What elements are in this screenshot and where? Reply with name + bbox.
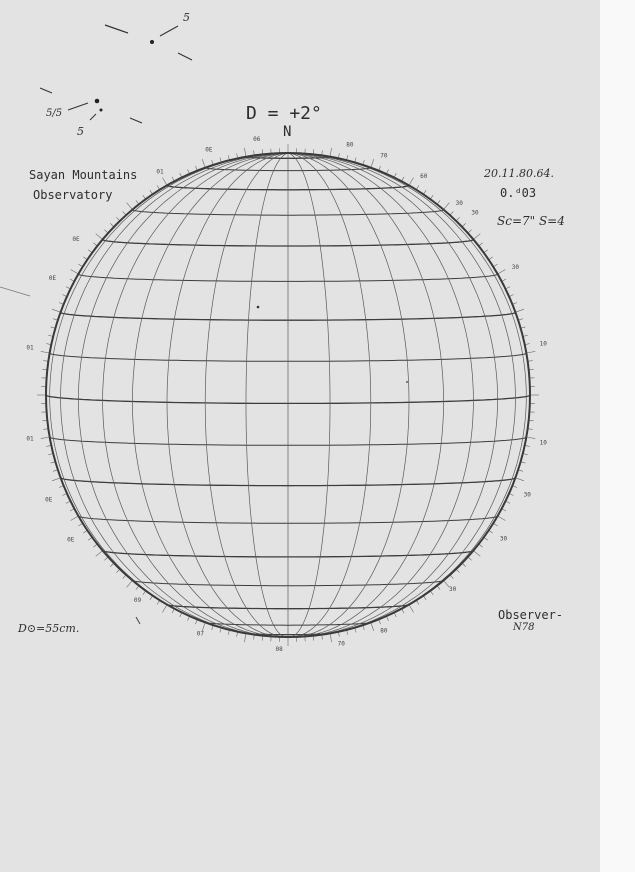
observer-label: Observer-	[498, 608, 564, 622]
longitude-line	[246, 153, 288, 637]
grid-label: 0E	[48, 275, 57, 283]
grid-label: 0E	[205, 146, 213, 154]
limb-tick	[515, 478, 524, 481]
limb-tick	[409, 605, 414, 613]
limb-tick	[526, 437, 535, 439]
grid-label: 80	[380, 627, 388, 635]
longitude-line	[61, 153, 288, 636]
grid-label: 30	[471, 209, 479, 217]
longitude-line	[78, 153, 288, 636]
pen-stroke	[40, 88, 52, 93]
limb-tick	[330, 633, 332, 642]
grid-label: 0E	[45, 496, 53, 504]
seeing-conditions: Sc=7" S=4	[497, 214, 565, 228]
observer-number: N78	[513, 622, 535, 633]
pen-stroke	[130, 118, 142, 123]
pen-stroke	[90, 114, 96, 120]
grid-label: 70	[380, 152, 388, 160]
limb-tick	[52, 309, 61, 312]
longitude-line	[288, 153, 526, 635]
ink-dot	[95, 99, 100, 104]
longitude-line	[288, 153, 473, 636]
longitude-line	[205, 153, 288, 637]
longitude-line	[288, 153, 371, 637]
longitude-line	[288, 153, 498, 636]
corner-mark: 5	[183, 11, 190, 24]
limb-tick	[163, 178, 168, 186]
grid-label: 08	[275, 645, 283, 653]
limb-tick	[71, 270, 79, 275]
limb-tick	[244, 633, 246, 642]
limb-tick	[473, 551, 480, 557]
grid-label: 30	[448, 586, 457, 594]
pen-stroke	[105, 25, 128, 33]
limb-tick	[371, 622, 374, 631]
grid-label: 30	[455, 199, 463, 207]
grid-label: 09	[133, 597, 142, 605]
limb-tick	[163, 605, 168, 613]
longitude-line	[288, 153, 444, 637]
limb-tick	[515, 309, 524, 312]
longitude-line	[288, 153, 330, 637]
limb-tick	[202, 159, 205, 168]
grid-label: 10	[539, 340, 547, 348]
observatory-name-line2: Observatory	[33, 188, 113, 202]
sunspot-dot	[257, 306, 260, 309]
limb-tick	[498, 516, 506, 521]
longitude-line	[288, 153, 409, 637]
grid-label: 30	[499, 535, 508, 543]
longitude-line	[288, 153, 515, 636]
limb-tick	[526, 351, 535, 353]
limb-tick	[244, 148, 246, 157]
observatory-name-line1: Sayan Mountains	[29, 168, 138, 182]
grid-label: 60	[420, 172, 428, 180]
limb-tick	[41, 351, 50, 353]
longitude-line	[132, 153, 288, 637]
page-margin	[600, 0, 635, 872]
ink-dot	[100, 109, 103, 112]
disk-diameter: D⊙=55cm.	[18, 622, 80, 635]
limb-tick	[127, 203, 133, 210]
grid-label: 06	[253, 135, 261, 143]
corner-mark: 5/5	[46, 108, 63, 119]
grid-label: 01	[26, 344, 34, 352]
grid-label: 80	[346, 141, 354, 149]
limb-tick	[473, 234, 480, 240]
limb-tick	[444, 203, 450, 210]
grid-label: 01	[156, 168, 164, 176]
grid-label: 0E	[67, 536, 75, 544]
grid-label: 30	[511, 263, 520, 271]
corner-mark: 5	[77, 125, 84, 138]
sunspot-dot	[406, 381, 408, 383]
limb-tick	[71, 516, 79, 521]
pen-stroke	[136, 617, 140, 624]
grid-label: 30	[523, 491, 531, 499]
pen-stroke	[68, 103, 88, 110]
observation-date: 20.11.80.64.	[484, 167, 554, 180]
pen-stroke	[178, 53, 192, 60]
grid-label: 0E	[72, 236, 80, 243]
longitude-line	[167, 153, 288, 637]
grid-label: 01	[26, 435, 34, 443]
limb-tick	[371, 159, 374, 168]
longitude-line	[103, 153, 288, 636]
pen-stroke	[160, 26, 178, 36]
north-marker: N	[283, 124, 292, 140]
limb-tick	[498, 270, 506, 275]
limb-tick	[330, 148, 332, 157]
ink-dot	[150, 40, 154, 44]
grid-label: 70	[337, 640, 345, 648]
limb-tick	[52, 478, 61, 481]
pen-stroke	[0, 287, 30, 296]
limb-tick	[96, 234, 103, 240]
grid-label: 07	[196, 630, 205, 638]
longitude-line	[50, 153, 288, 632]
observation-time: 0.ᵈ03	[500, 186, 537, 200]
tilt-angle-label: D = +2°	[246, 103, 322, 124]
limb-tick	[41, 437, 50, 439]
limb-tick	[127, 580, 133, 587]
grid-label: 10	[539, 439, 547, 447]
limb-tick	[96, 551, 103, 557]
limb-tick	[409, 178, 414, 186]
